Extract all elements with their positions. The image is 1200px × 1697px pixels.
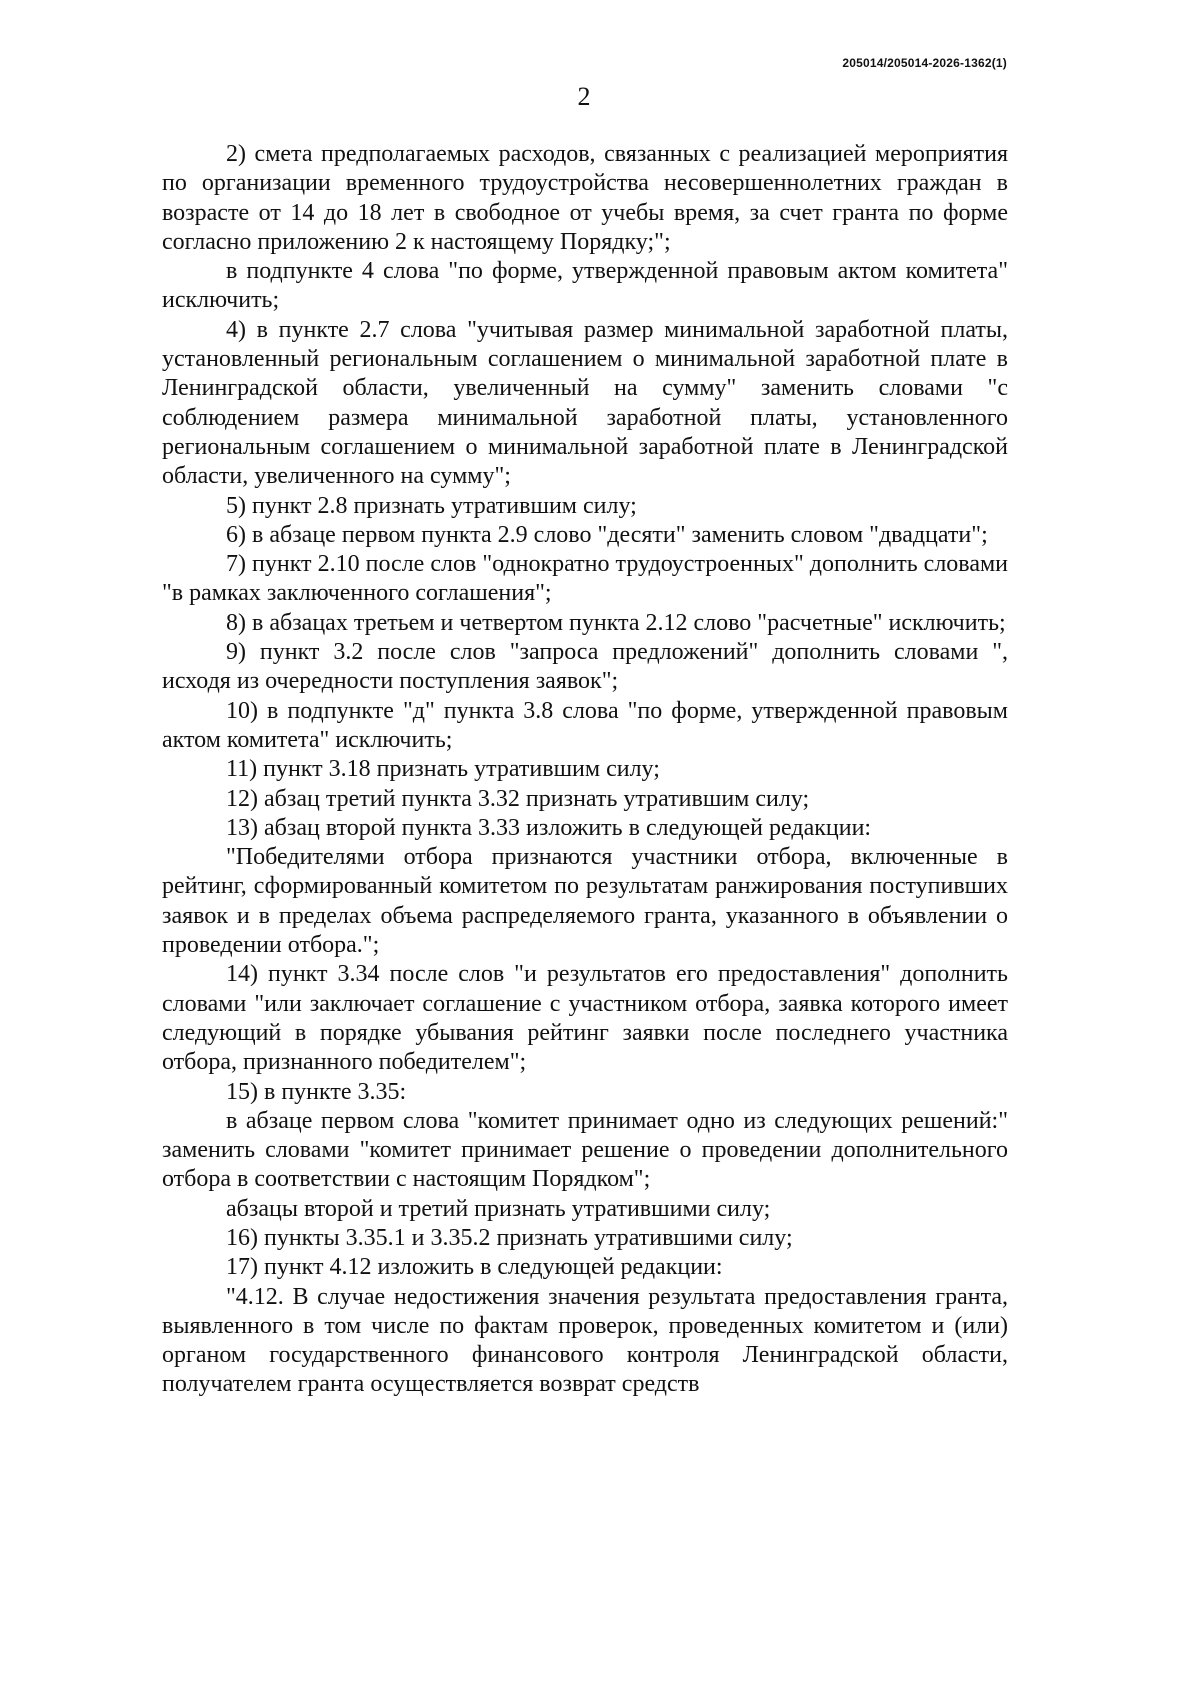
paragraph-item-16: 16) пункты 3.35.1 и 3.35.2 признать утратившими силу;: [226, 1224, 793, 1251]
page-number: 2: [577, 82, 591, 111]
paragraph-item-17: 17) пункт 4.12 изложить в следующей редакции:: [226, 1254, 723, 1281]
paragraph-item-10: 10) в подпункте "д" пункта 3.8 слова "по форме, утвержденной правовым актом комитета" исключить;: [162, 697, 1008, 753]
paragraph-item-12: 12) абзац третий пункта 3.32 признать утратившим силу;: [226, 785, 810, 812]
paragraph-subitem-4: в подпункте 4 слова "по форме, утвержденной правовым актом комитета" исключить;: [162, 258, 1008, 314]
document-body: [162, 140, 1008, 1400]
paragraph-item-13-quote: "Победителями отбора признаются участники отбора, включенные в рейтинг, сформированный комитетом по результатам ранжирования поступивших заявок и в пределах объема распределяемого гранта, указанного в объявлении о проведении отбора.";: [162, 844, 1008, 959]
document-id: 205014/205014-2026-1362(1): [842, 56, 1007, 70]
paragraph-item-7: 7) пункт 2.10 после слов "однократно трудоустроенных" дополнить словами "в рамках заключенного соглашения";: [162, 551, 1008, 607]
paragraph-item-13: 13) абзац второй пункта 3.33 изложить в следующей редакции:: [226, 814, 872, 841]
paragraph-item-15-second: абзацы второй и третий признать утратившими силу;: [226, 1195, 771, 1222]
paragraph-item-14: 14) пункт 3.34 после слов "и результатов его предоставления" дополнить словами "или заключает соглашение с участником отбора, заявка которого имеет следующий в порядке убывания рейтинг заявки после последнего участника отбора, признанного победителем";: [162, 961, 1008, 1076]
paragraph-item-6: 6) в абзаце первом пункта 2.9 слово "десяти" заменить словом "двадцати";: [226, 521, 988, 548]
paragraph-item-5: 5) пункт 2.8 признать утратившим силу;: [226, 492, 637, 519]
paragraph-item-4: 4) в пункте 2.7 слова "учитывая размер минимальной заработной платы, установленный региональным соглашением о минимальной заработной плате в Ленинградской области, увеличенный на сумму" заменить словами "с соблюдением размера минимальной заработной платы, установленного региональным соглашением о минимальной заработной плате в Ленинградской области, увеличенного на сумму";: [162, 316, 1008, 490]
paragraph-item-15: 15) в пункте 3.35:: [226, 1078, 407, 1105]
paragraph-item-8: 8) в абзацах третьем и четвертом пункта 2.12 слово "расчетные" исключить;: [226, 609, 1006, 636]
paragraph-item-17-quote: "4.12. В случае недостижения значения результата предоставления гранта, выявленного в том числе по фактам проверок, проведенных комитетом и (или) органом государственного финансового контроля Ленинградской области, получателем гранта осуществляется возврат средств: [162, 1283, 1008, 1398]
paragraph-item-2-estimate: 2) смета предполагаемых расходов, связанных с реализацией мероприятия по организации временного трудоустройства несовершеннолетних граждан в возрасте от 14 до 18 лет в свободное от учебы время, за счет гранта по форме согласно приложению 2 к настоящему Порядку;";: [162, 141, 1008, 255]
paragraph-item-15-first: в абзаце первом слова "комитет принимает одно из следующих решений:" заменить словами "комитет принимает решение о проведении дополнительного отбора в соответствии с настоящим Порядком";: [162, 1107, 1008, 1193]
paragraph-item-9: 9) пункт 3.2 после слов "запроса предложений" дополнить словами ", исходя из очередности поступления заявок";: [162, 639, 1008, 695]
paragraph-item-11: 11) пункт 3.18 признать утратившим силу;: [226, 756, 660, 783]
